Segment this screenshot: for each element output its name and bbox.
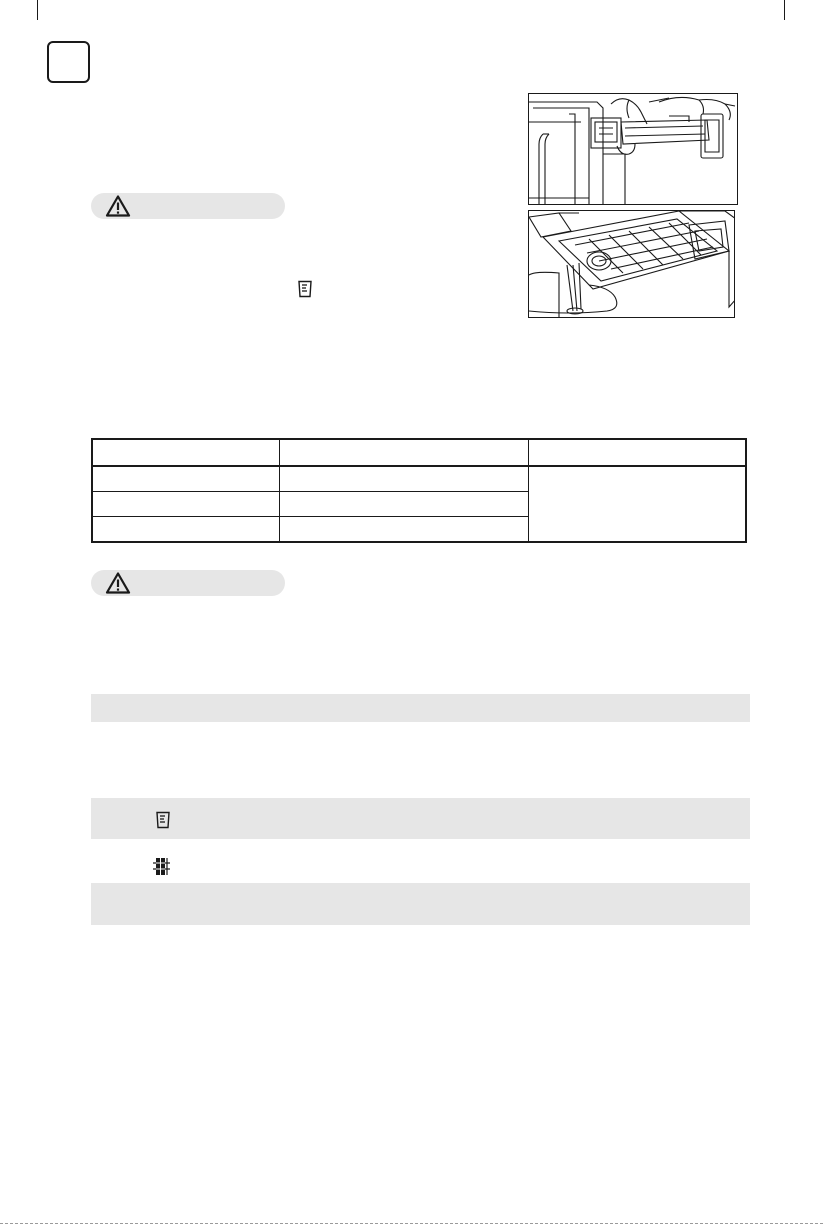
table-cell	[92, 492, 280, 517]
table-row	[92, 466, 746, 492]
table-cell	[92, 517, 280, 543]
list-row-band	[91, 883, 750, 925]
table-cell	[280, 439, 529, 466]
table-cell	[280, 517, 529, 543]
table-cell	[92, 466, 280, 492]
detergent-drawer-icon	[155, 811, 171, 829]
drawer-rinse-illustration	[529, 211, 735, 318]
crop-mark-top-right	[784, 0, 785, 20]
section-header-band	[91, 694, 750, 722]
drawer-removal-illustration	[529, 94, 738, 205]
warning-banner	[91, 193, 285, 219]
crop-mark-top-left	[37, 0, 38, 20]
compartment-grid-icon	[152, 857, 172, 877]
detergent-drawer-icon	[297, 280, 313, 298]
rinsing-detergent-drawer-under-tap	[528, 210, 735, 318]
table-cell	[529, 439, 747, 466]
warning-triangle-icon	[105, 194, 131, 218]
specification-table	[91, 438, 747, 543]
hands-removing-detergent-drawer	[528, 93, 738, 205]
warning-triangle-icon	[105, 571, 131, 595]
list-row-band	[91, 798, 750, 839]
page-trim-line	[0, 1223, 823, 1224]
table-header-row	[92, 439, 746, 466]
table-merged-cell	[529, 466, 747, 542]
table-cell	[280, 492, 529, 517]
language-box	[47, 41, 90, 83]
table-cell	[280, 466, 529, 492]
table-cell	[92, 439, 280, 466]
warning-banner	[91, 570, 285, 596]
